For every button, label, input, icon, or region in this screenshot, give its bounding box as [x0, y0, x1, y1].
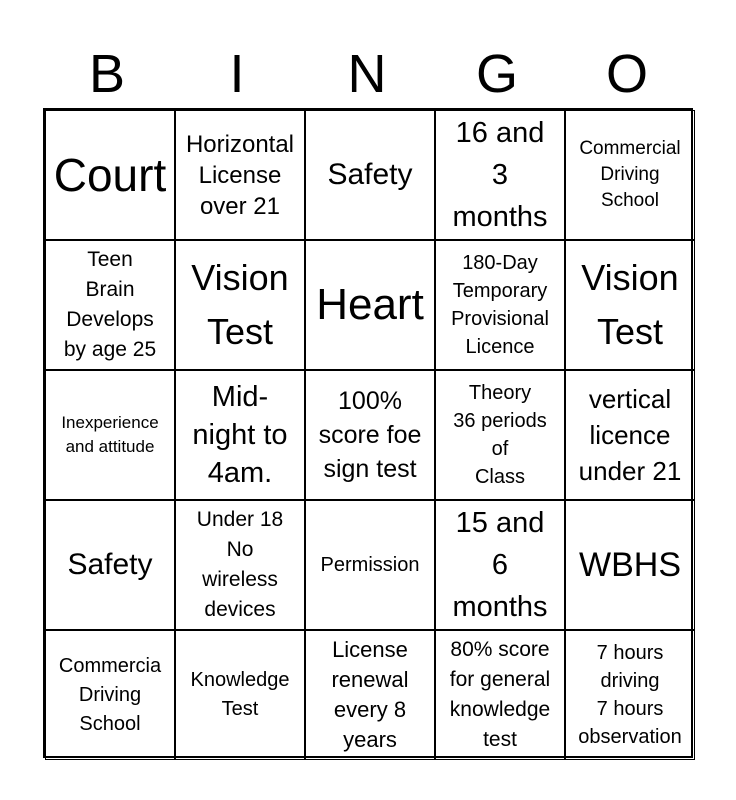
cell-text: Under 18 No wireless devices — [196, 508, 284, 621]
cell-text: Safety — [67, 548, 153, 581]
cell-text: 16 and 3 months — [452, 117, 548, 233]
bingo-cell — [435, 110, 565, 240]
bingo-header — [43, 40, 693, 108]
bingo-card-grid — [43, 108, 693, 758]
bingo-cell — [45, 110, 175, 240]
cell-text: Vision Test — [191, 257, 289, 352]
bingo-cell — [45, 500, 175, 630]
cell-text: Inexperience and attitude — [61, 413, 159, 456]
bingo-cell — [175, 370, 305, 500]
cell-text: 180-Day Temporary Provisional Licence — [451, 252, 549, 358]
cell-text: Court — [53, 149, 167, 201]
header-letter-o: O — [605, 44, 650, 104]
bingo-cell — [435, 240, 565, 370]
bingo-cell — [565, 240, 695, 370]
cell-text: Commercial Driving School — [579, 138, 681, 211]
header-letter-b: B — [88, 44, 128, 104]
bingo-cell — [435, 500, 565, 630]
cell-text: 80% score for general knowledge test — [449, 638, 551, 751]
bingo-cell — [45, 370, 175, 500]
cell-text: Mid- night to 4am. — [192, 381, 288, 489]
bingo-cell — [175, 630, 305, 760]
cell-text: 7 hours driving 7 hours observation — [578, 642, 682, 748]
bingo-cell — [305, 500, 435, 630]
cell-text: Vision Test — [581, 257, 679, 352]
bingo-cell — [45, 630, 175, 760]
cell-text: Safety — [327, 158, 413, 191]
cell-text: Teen Brain Develops by age 25 — [63, 248, 157, 361]
cell-text: Permission — [320, 554, 420, 576]
bingo-cell — [305, 630, 435, 760]
bingo-cell — [565, 110, 695, 240]
bingo-cell — [565, 630, 695, 760]
bingo-cell — [435, 630, 565, 760]
cell-text: 15 and 6 months — [452, 507, 548, 623]
bingo-cell — [565, 370, 695, 500]
header-letter-n: N — [347, 44, 389, 104]
cell-text: Heart — [316, 280, 424, 329]
cell-text: Commercia Driving School — [58, 654, 162, 735]
header-letter-g: G — [475, 44, 520, 104]
bingo-cell — [305, 240, 435, 370]
cell-text: Horizontal License over 21 — [185, 130, 295, 220]
cell-text: License renewal every 8 years — [331, 637, 409, 752]
bingo-cell — [175, 500, 305, 630]
cell-text: vertical licence under 21 — [578, 384, 682, 486]
bingo-cell — [305, 370, 435, 500]
bingo-cell — [175, 240, 305, 370]
bingo-cell — [175, 110, 305, 240]
cell-text: 100% score foe sign test — [318, 387, 422, 483]
cell-text: WBHS — [579, 546, 681, 584]
bingo-cell — [305, 110, 435, 240]
bingo-cell — [45, 240, 175, 370]
cell-text: Theory 36 periods of Class — [453, 382, 547, 488]
bingo-cell — [435, 370, 565, 500]
bingo-cell — [565, 500, 695, 630]
cell-text: Knowledge Test — [190, 669, 290, 720]
header-letter-i: I — [229, 44, 247, 104]
